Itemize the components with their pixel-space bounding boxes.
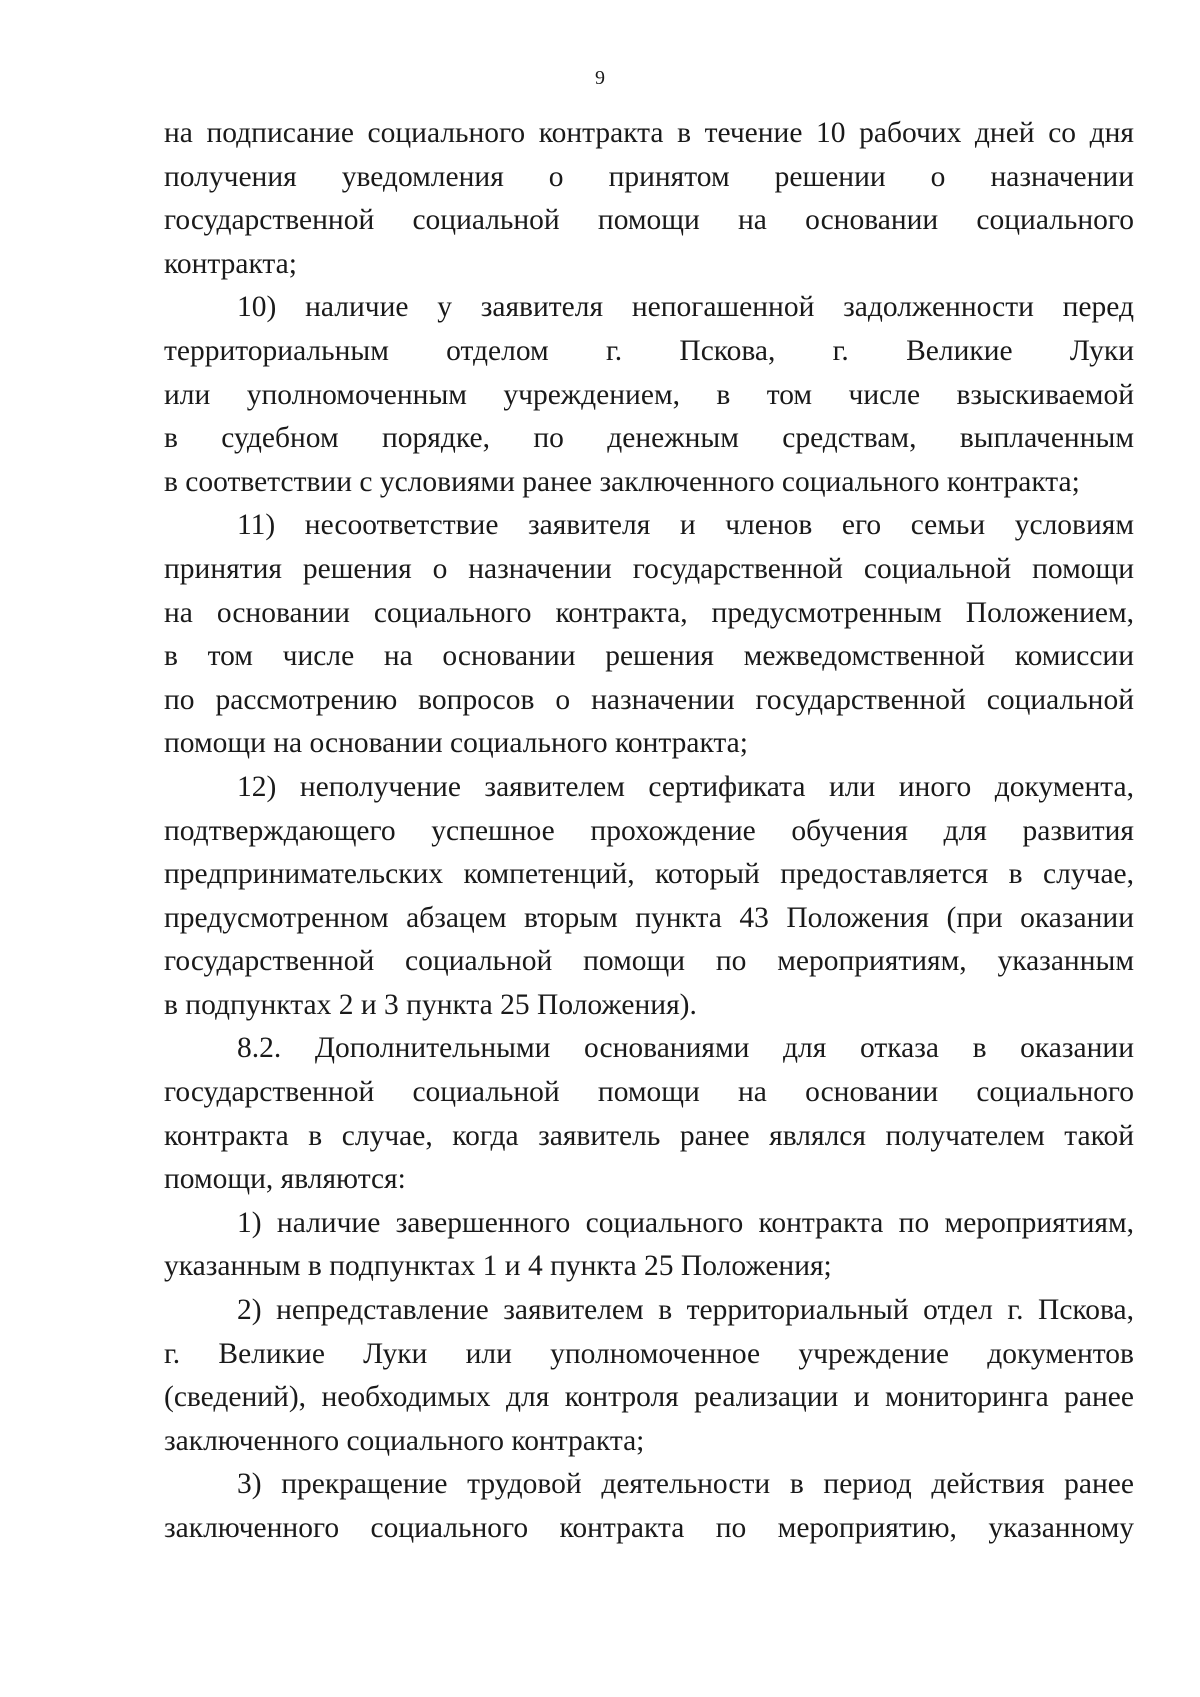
text-line: 11) несоответствие заявителя и членов его семьи условиям bbox=[237, 509, 1134, 542]
document-body bbox=[164, 112, 1134, 1551]
text-line: указанным в подпунктах 1 и 4 пункта 25 Положения; bbox=[164, 1250, 832, 1283]
text-line: 1) наличие завершенного социального контракта по мероприятиям, bbox=[237, 1206, 1134, 1239]
text-line: государственной социальной помощи на основании социального bbox=[164, 204, 1134, 237]
paragraph bbox=[164, 1463, 1134, 1550]
text-line: по рассмотрению вопросов о назначении государственной социальной bbox=[164, 683, 1134, 716]
text-line: получения уведомления о принятом решении о назначении bbox=[164, 160, 1134, 193]
text-line: 2) непредставление заявителем в территориальный отдел г. Пскова, bbox=[237, 1294, 1134, 1327]
text-line: или уполномоченным учреждением, в том числе взыскиваемой bbox=[164, 378, 1134, 411]
text-line: на подписание социального контракта в течение 10 рабочих дней со дня bbox=[164, 117, 1134, 149]
text-line: в соответствии с условиями ранее заключенного социального контракта; bbox=[164, 465, 1080, 498]
text-line: контракта; bbox=[164, 247, 297, 280]
text-line: в судебном порядке, по денежным средствам, выплаченным bbox=[164, 422, 1134, 455]
paragraph bbox=[164, 1289, 1134, 1463]
text-line: в том числе на основании решения межведомственной комиссии bbox=[164, 640, 1134, 673]
text-line: 10) наличие у заявителя непогашенной задолженности перед bbox=[237, 291, 1134, 324]
paragraph bbox=[164, 1202, 1134, 1289]
text-line: принятия решения о назначении государственной социальной помощи bbox=[164, 552, 1134, 585]
text-line: 8.2. Дополнительными основаниями для отказа в оказании bbox=[237, 1032, 1134, 1065]
text-line: предпринимательских компетенций, который предоставляется в случае, bbox=[164, 858, 1134, 891]
text-line: в подпунктах 2 и 3 пункта 25 Положения). bbox=[164, 988, 697, 1021]
text-line: территориальным отделом г. Пскова, г. Великие Луки bbox=[164, 334, 1134, 367]
text-line: подтверждающего успешное прохождение обучения для развития bbox=[164, 814, 1134, 847]
paragraph bbox=[164, 766, 1134, 1028]
page-number: 9 bbox=[595, 67, 605, 89]
paragraph bbox=[164, 504, 1134, 766]
paragraph bbox=[164, 112, 1134, 286]
text-line: заключенного социального контракта по мероприятию, указанному bbox=[164, 1512, 1134, 1544]
text-line: (сведений), необходимых для контроля реализации и мониторинга ранее bbox=[164, 1381, 1134, 1414]
paragraph bbox=[164, 286, 1134, 504]
text-line: помощи на основании социального контракта; bbox=[164, 727, 748, 760]
text-line: г. Великие Луки или уполномоченное учреждение документов bbox=[164, 1337, 1134, 1370]
paragraph bbox=[164, 1027, 1134, 1201]
text-line: контракта в случае, когда заявитель ранее являлся получателем такой bbox=[164, 1119, 1134, 1152]
text-line: помощи, являются: bbox=[164, 1163, 406, 1196]
text-line: государственной социальной помощи на основании социального bbox=[164, 1076, 1134, 1109]
text-line: заключенного социального контракта; bbox=[164, 1424, 645, 1457]
text-line: на основании социального контракта, предусмотренным Положением, bbox=[164, 596, 1134, 629]
text-line: предусмотренном абзацем вторым пункта 43 Положения (при оказании bbox=[164, 901, 1134, 934]
text-line: государственной социальной помощи по мероприятиям, указанным bbox=[164, 945, 1134, 978]
text-line: 12) неполучение заявителем сертификата или иного документа, bbox=[237, 770, 1134, 803]
text-line: 3) прекращение трудовой деятельности в период действия ранее bbox=[237, 1468, 1134, 1501]
